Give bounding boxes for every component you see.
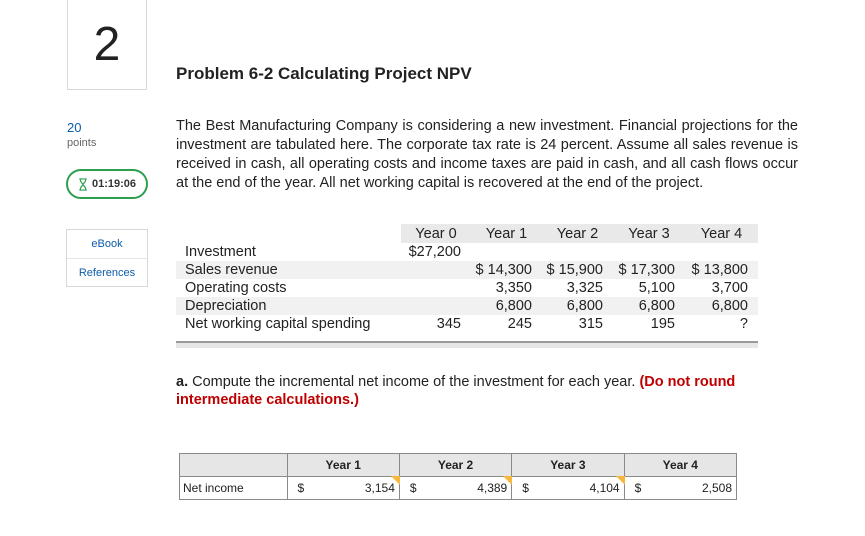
- cell: 195: [650, 316, 675, 332]
- currency-symbol: $: [409, 481, 417, 495]
- cell: [613, 243, 685, 261]
- cell: 6,800: [685, 297, 758, 315]
- table-row: [176, 243, 758, 261]
- table-row: [176, 261, 758, 279]
- part-a-note: (Do not round intermediate calculations.): [176, 374, 736, 408]
- answer-table: [179, 453, 737, 500]
- cell: [401, 261, 471, 279]
- side-links: [66, 229, 148, 287]
- part-a-text: Compute the incremental net income of the investment for each year.: [192, 374, 636, 390]
- cell: 6,800: [613, 297, 685, 315]
- cell: 3,350: [495, 280, 532, 296]
- cell: 3,325: [566, 280, 603, 296]
- input-value: 2,508: [701, 481, 732, 495]
- cell: $ 17,300: [613, 261, 685, 279]
- row-label: Investment: [185, 244, 256, 260]
- cell: ?: [739, 316, 748, 332]
- problem-description: The Best Manufacturing Company is considering a new investment. Financial projections for the investment are tabulated here. The corporate tax rate is 24 percent. Assume all sales revenue is received in cash, all operating costs and income taxes are paid in cash, and all cash flows occur at the end of the year. All net working capital is recovered at the end of the project.: [176, 118, 798, 191]
- column-header: Year 4: [624, 454, 736, 477]
- financial-projections-table: [176, 224, 758, 333]
- answer-header-row: [180, 454, 737, 477]
- cell: 5,100: [638, 280, 675, 296]
- net-income-year-2-input[interactable]: [399, 477, 511, 500]
- table-header-row: [176, 224, 758, 243]
- column-header: Year 1: [287, 454, 399, 477]
- currency-symbol: $: [634, 481, 642, 495]
- cell: [401, 279, 471, 297]
- cell: 3,700: [711, 280, 748, 296]
- currency-symbol: $: [522, 481, 529, 495]
- cell: [542, 243, 613, 261]
- cell: 245: [507, 316, 532, 332]
- net-income-year-4-input[interactable]: [624, 477, 736, 500]
- part-a-prompt: [176, 373, 806, 409]
- cell: [401, 297, 471, 315]
- hourglass-icon: [78, 178, 88, 191]
- cell: $ 13,800: [685, 261, 758, 279]
- column-header: Year 4: [685, 224, 758, 243]
- table-row: [176, 279, 758, 297]
- timer-value: 01:19:06: [91, 178, 137, 190]
- input-value: 4,389: [477, 481, 508, 495]
- row-label: Net working capital spending: [185, 316, 371, 332]
- points-value: 20: [67, 120, 82, 135]
- cell: $ 14,300: [471, 261, 542, 279]
- ebook-link[interactable]: eBook: [91, 238, 123, 250]
- row-label: Depreciation: [176, 297, 401, 315]
- question-number: 2: [67, 0, 147, 90]
- cell: 6,800: [471, 297, 542, 315]
- column-header: Year 3: [613, 224, 685, 243]
- row-label: Sales revenue: [176, 261, 401, 279]
- cell: 6,800: [542, 297, 613, 315]
- table-row: [176, 297, 758, 315]
- column-header: Year 0: [401, 224, 471, 243]
- cell: 345: [436, 316, 461, 332]
- currency-symbol: $: [297, 481, 305, 495]
- row-label: Operating costs: [185, 280, 287, 296]
- cell: [471, 243, 542, 261]
- column-header: Year 2: [542, 224, 613, 243]
- column-header: Year 2: [399, 454, 511, 477]
- column-header: Year 3: [512, 454, 624, 477]
- cell: 315: [578, 316, 603, 332]
- net-income-year-1-input[interactable]: [287, 477, 399, 500]
- row-label: Net income: [180, 477, 288, 500]
- part-a-label: a.: [176, 374, 189, 390]
- problem-title: Problem 6-2 Calculating Project NPV: [176, 64, 472, 83]
- points-label: points: [67, 137, 97, 149]
- net-income-year-3-input[interactable]: [512, 477, 624, 500]
- input-value: 4,104: [589, 481, 620, 495]
- table-row: [176, 315, 758, 333]
- input-value: 3,154: [364, 481, 395, 495]
- timer[interactable]: [66, 169, 148, 199]
- table-bottom-rule: [176, 341, 758, 348]
- cell: $ 15,900: [542, 261, 613, 279]
- column-header: Year 1: [471, 224, 542, 243]
- cell: $27,200: [408, 244, 461, 260]
- cell: [685, 243, 758, 261]
- references-link[interactable]: References: [67, 258, 147, 287]
- table-row: [180, 477, 737, 500]
